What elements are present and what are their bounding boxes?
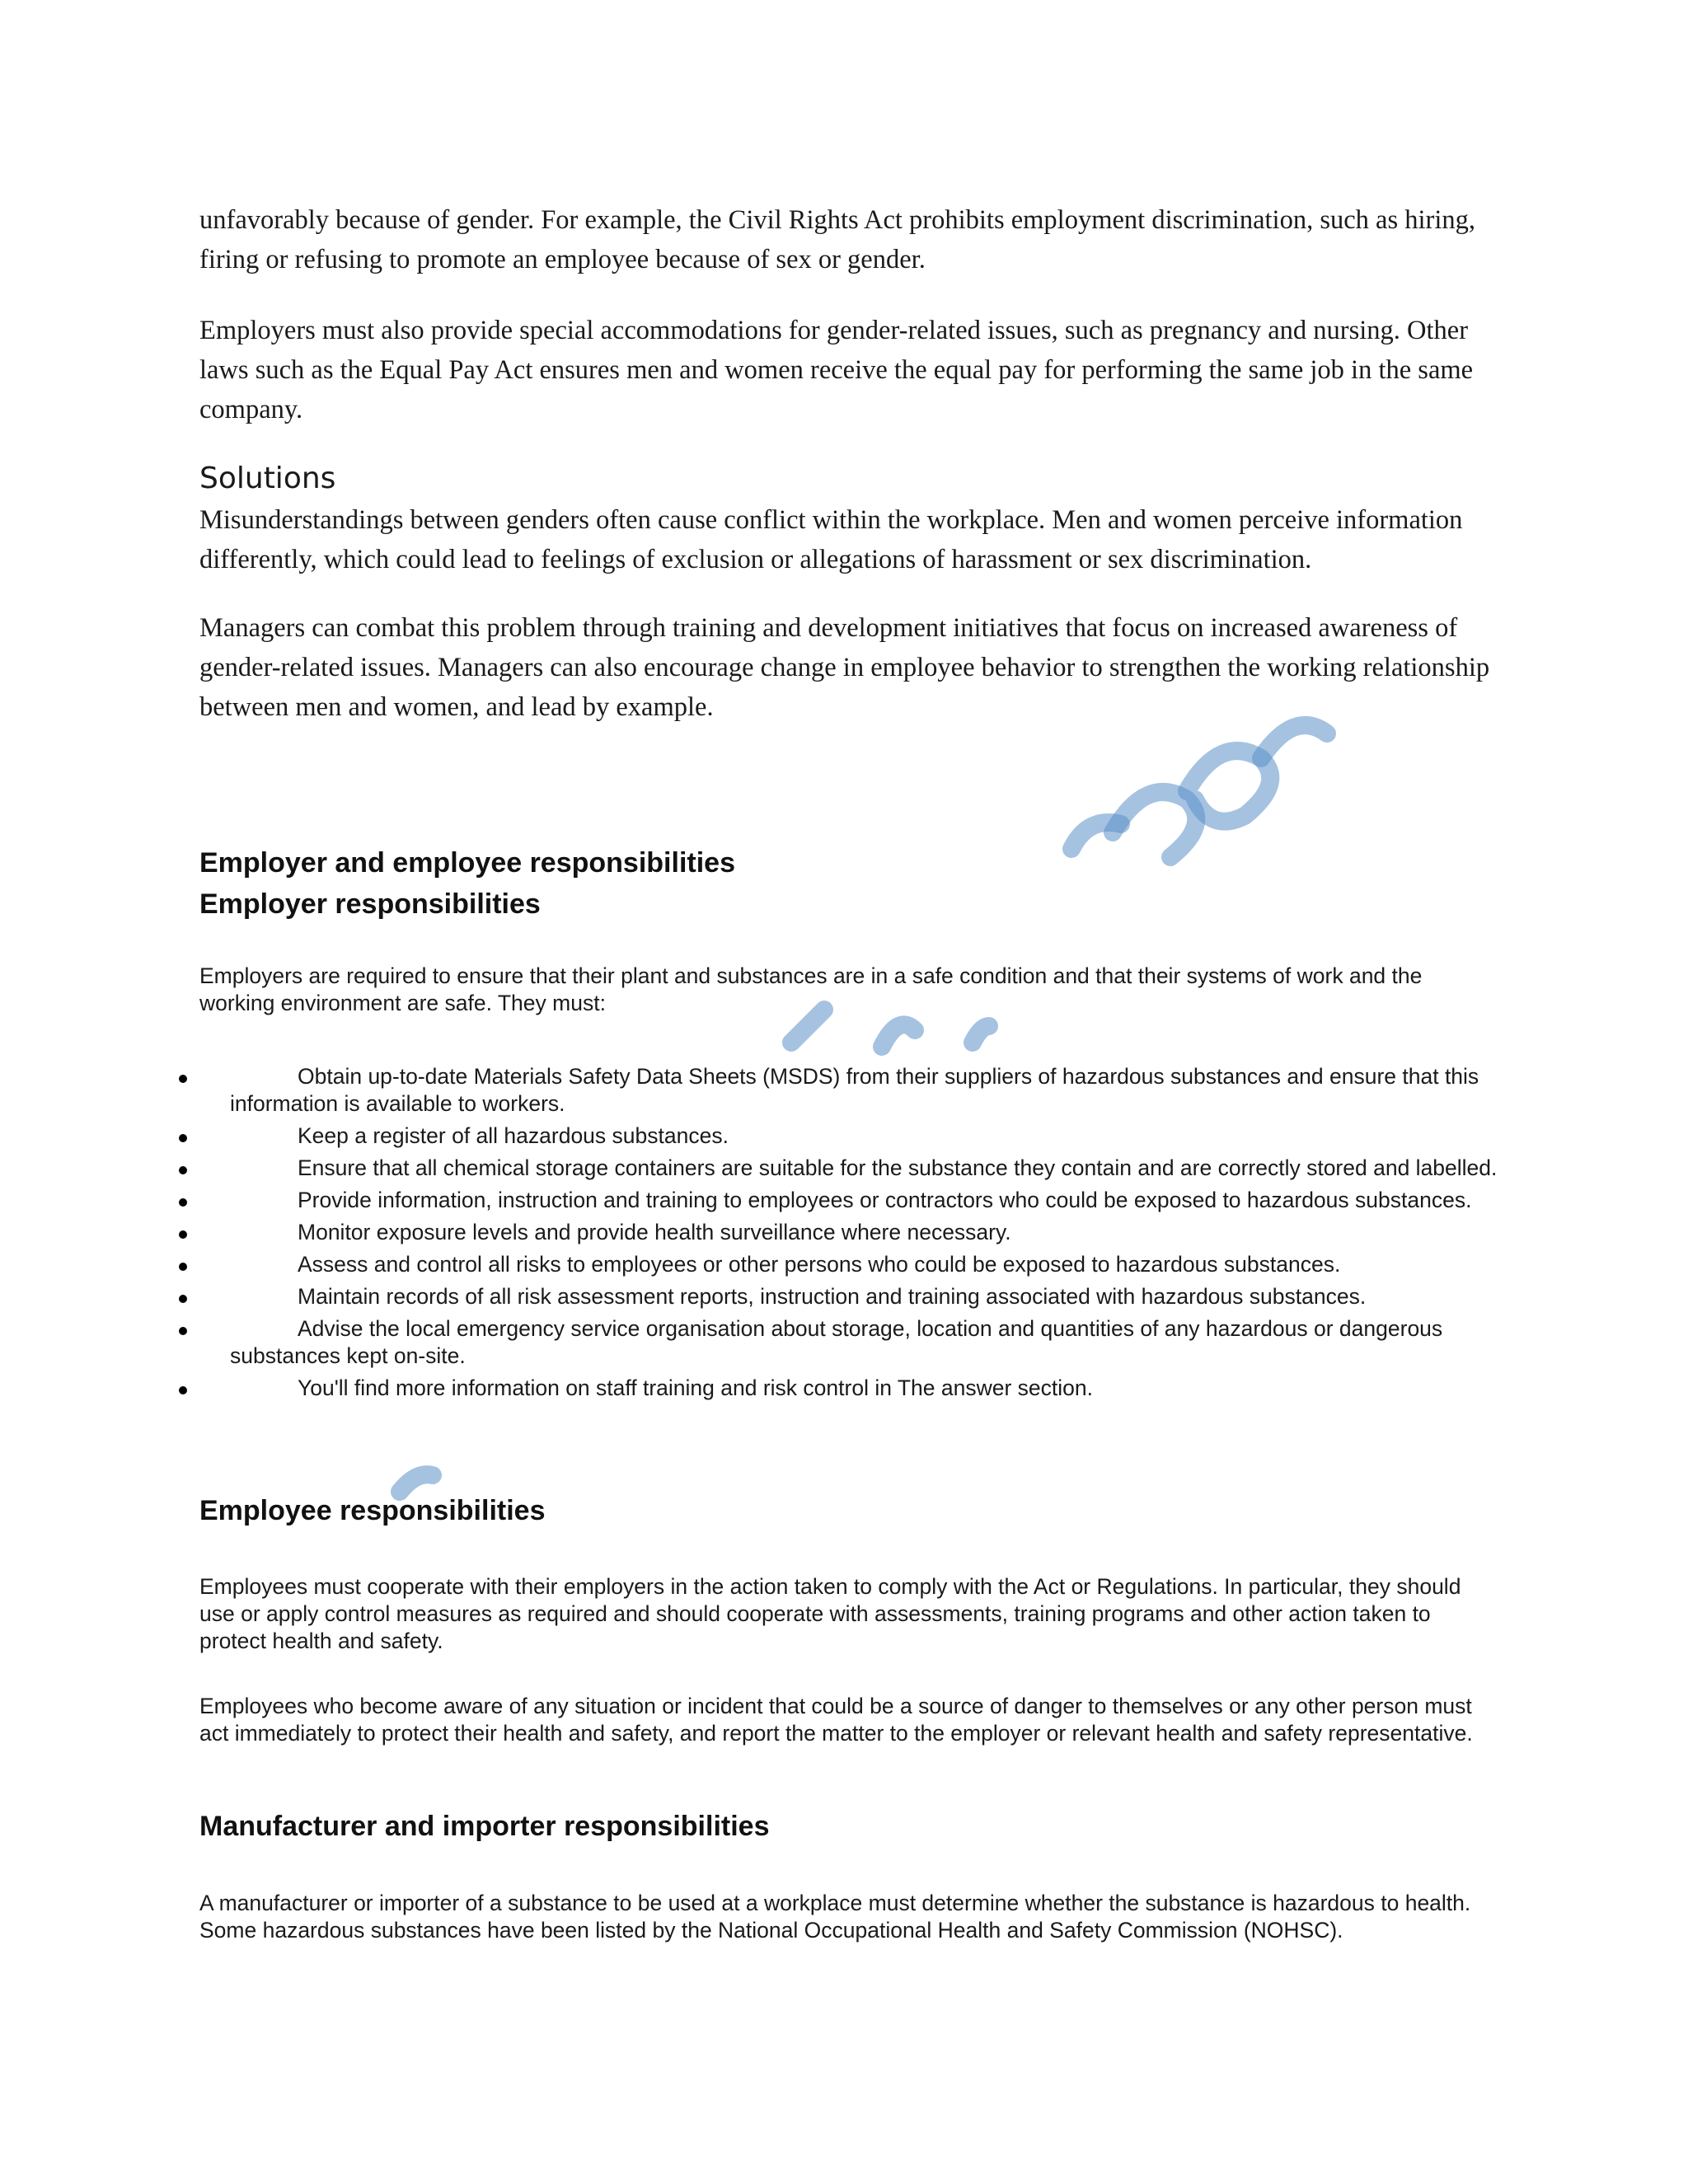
list-item: Ensure that all chemical storage containers are suitable for the substance they contain and are correctly stored and labelled. xyxy=(0,1155,1688,1182)
paragraph-employee-cooperate: Employees must cooperate with their employers in the action taken to comply with the Act or Regulations. In particular, they should use or apply control measures as required and should cooperate with assessments, training programs and other action taken to protect health and safety. xyxy=(199,1574,1461,1653)
bullet-icon xyxy=(179,1166,187,1174)
list-item: Obtain up-to-date Materials Safety Data Sheets (MSDS) from their suppliers of hazardous substances and ensure that this information is available to workers. xyxy=(0,1063,1688,1118)
heading-employee-responsibilities: Employee responsibilities xyxy=(199,1495,546,1526)
paragraph-employee-danger: Employees who become aware of any situation or incident that could be a source of danger to themselves or any other person must act immediately to protect their health and safety, and report the matter to the employer or relevant health and safety representative. xyxy=(199,1694,1473,1746)
bullet-icon xyxy=(179,1327,187,1335)
watermark-stroke xyxy=(1187,751,1270,822)
list-item: Keep a register of all hazardous substances. xyxy=(0,1122,1688,1150)
paragraph-gender-law: unfavorably because of gender. For example, the Civil Rights Act prohibits employment discrimination, such as hiring, firing or refusing to promote an employee because of sex or gender. xyxy=(199,205,1475,274)
bullet-icon xyxy=(179,1075,187,1083)
bullet-icon xyxy=(179,1230,187,1239)
list-item: Maintain records of all risk assessment reports, instruction and training associated with hazardous substances. xyxy=(0,1283,1688,1310)
list-item: Advise the local emergency service organisation about storage, location and quantities of any hazardous or dangerous substances kept on-site. xyxy=(0,1315,1688,1370)
bullet-icon xyxy=(179,1134,187,1142)
bullet-icon xyxy=(179,1386,187,1394)
watermark-stroke xyxy=(882,1024,915,1047)
watermark-stroke xyxy=(400,1474,433,1492)
watermark-stroke xyxy=(973,1026,989,1043)
list-item: Assess and control all risks to employees or other persons who could be exposed to hazardous substances. xyxy=(0,1251,1688,1278)
paragraph-misunderstandings: Misunderstandings between genders often cause conflict within the workplace. Men and women perceive information differently, which could lead to feelings of exclusion or allegations of harassment or sex discrimination. xyxy=(199,505,1463,574)
heading-employer-responsibilities: Employer responsibilities xyxy=(199,888,541,920)
paragraph-employer-intro: Employers are required to ensure that their plant and substances are in a safe condition and that their systems of work and the working environment are safe. They must: xyxy=(199,963,1423,1015)
heading-employer-employee-responsibilities: Employer and employee responsibilities xyxy=(199,847,735,879)
list-item: You'll find more information on staff training and risk control in The answer section. xyxy=(0,1375,1688,1402)
heading-manufacturer-responsibilities: Manufacturer and importer responsibilities xyxy=(199,1811,770,1842)
paragraph-managers: Managers can combat this problem through training and development initiatives that focus on increased awareness of gender-related issues. Managers can also encourage change in employee behavior to strengthen the working relationship between men and women, and lead by example. xyxy=(199,613,1490,722)
list-item: Monitor exposure levels and provide health surveillance where necessary. xyxy=(0,1219,1688,1246)
employer-responsibilities-list xyxy=(0,1063,1688,1407)
bullet-icon xyxy=(179,1263,187,1271)
watermark-stroke xyxy=(1261,725,1327,758)
bullet-icon xyxy=(179,1198,187,1207)
paragraph-manufacturer: A manufacturer or importer of a substance to be used at a workplace must determine whether the substance is hazardous to health. Some hazardous substances have been listed by the National Occupational Health and Safety Commission (NOHSC). xyxy=(199,1891,1471,1943)
paragraph-accommodations: Employers must also provide special accommodations for gender-related issues, such as pregnancy and nursing. Other laws such as the Equal Pay Act ensures men and women receive the equal pay for performing the same job in the same company. xyxy=(199,316,1474,424)
list-item: Provide information, instruction and training to employees or contractors who could be exposed to hazardous substances. xyxy=(0,1187,1688,1214)
bullet-icon xyxy=(179,1295,187,1303)
heading-solutions: Solutions xyxy=(199,462,336,495)
